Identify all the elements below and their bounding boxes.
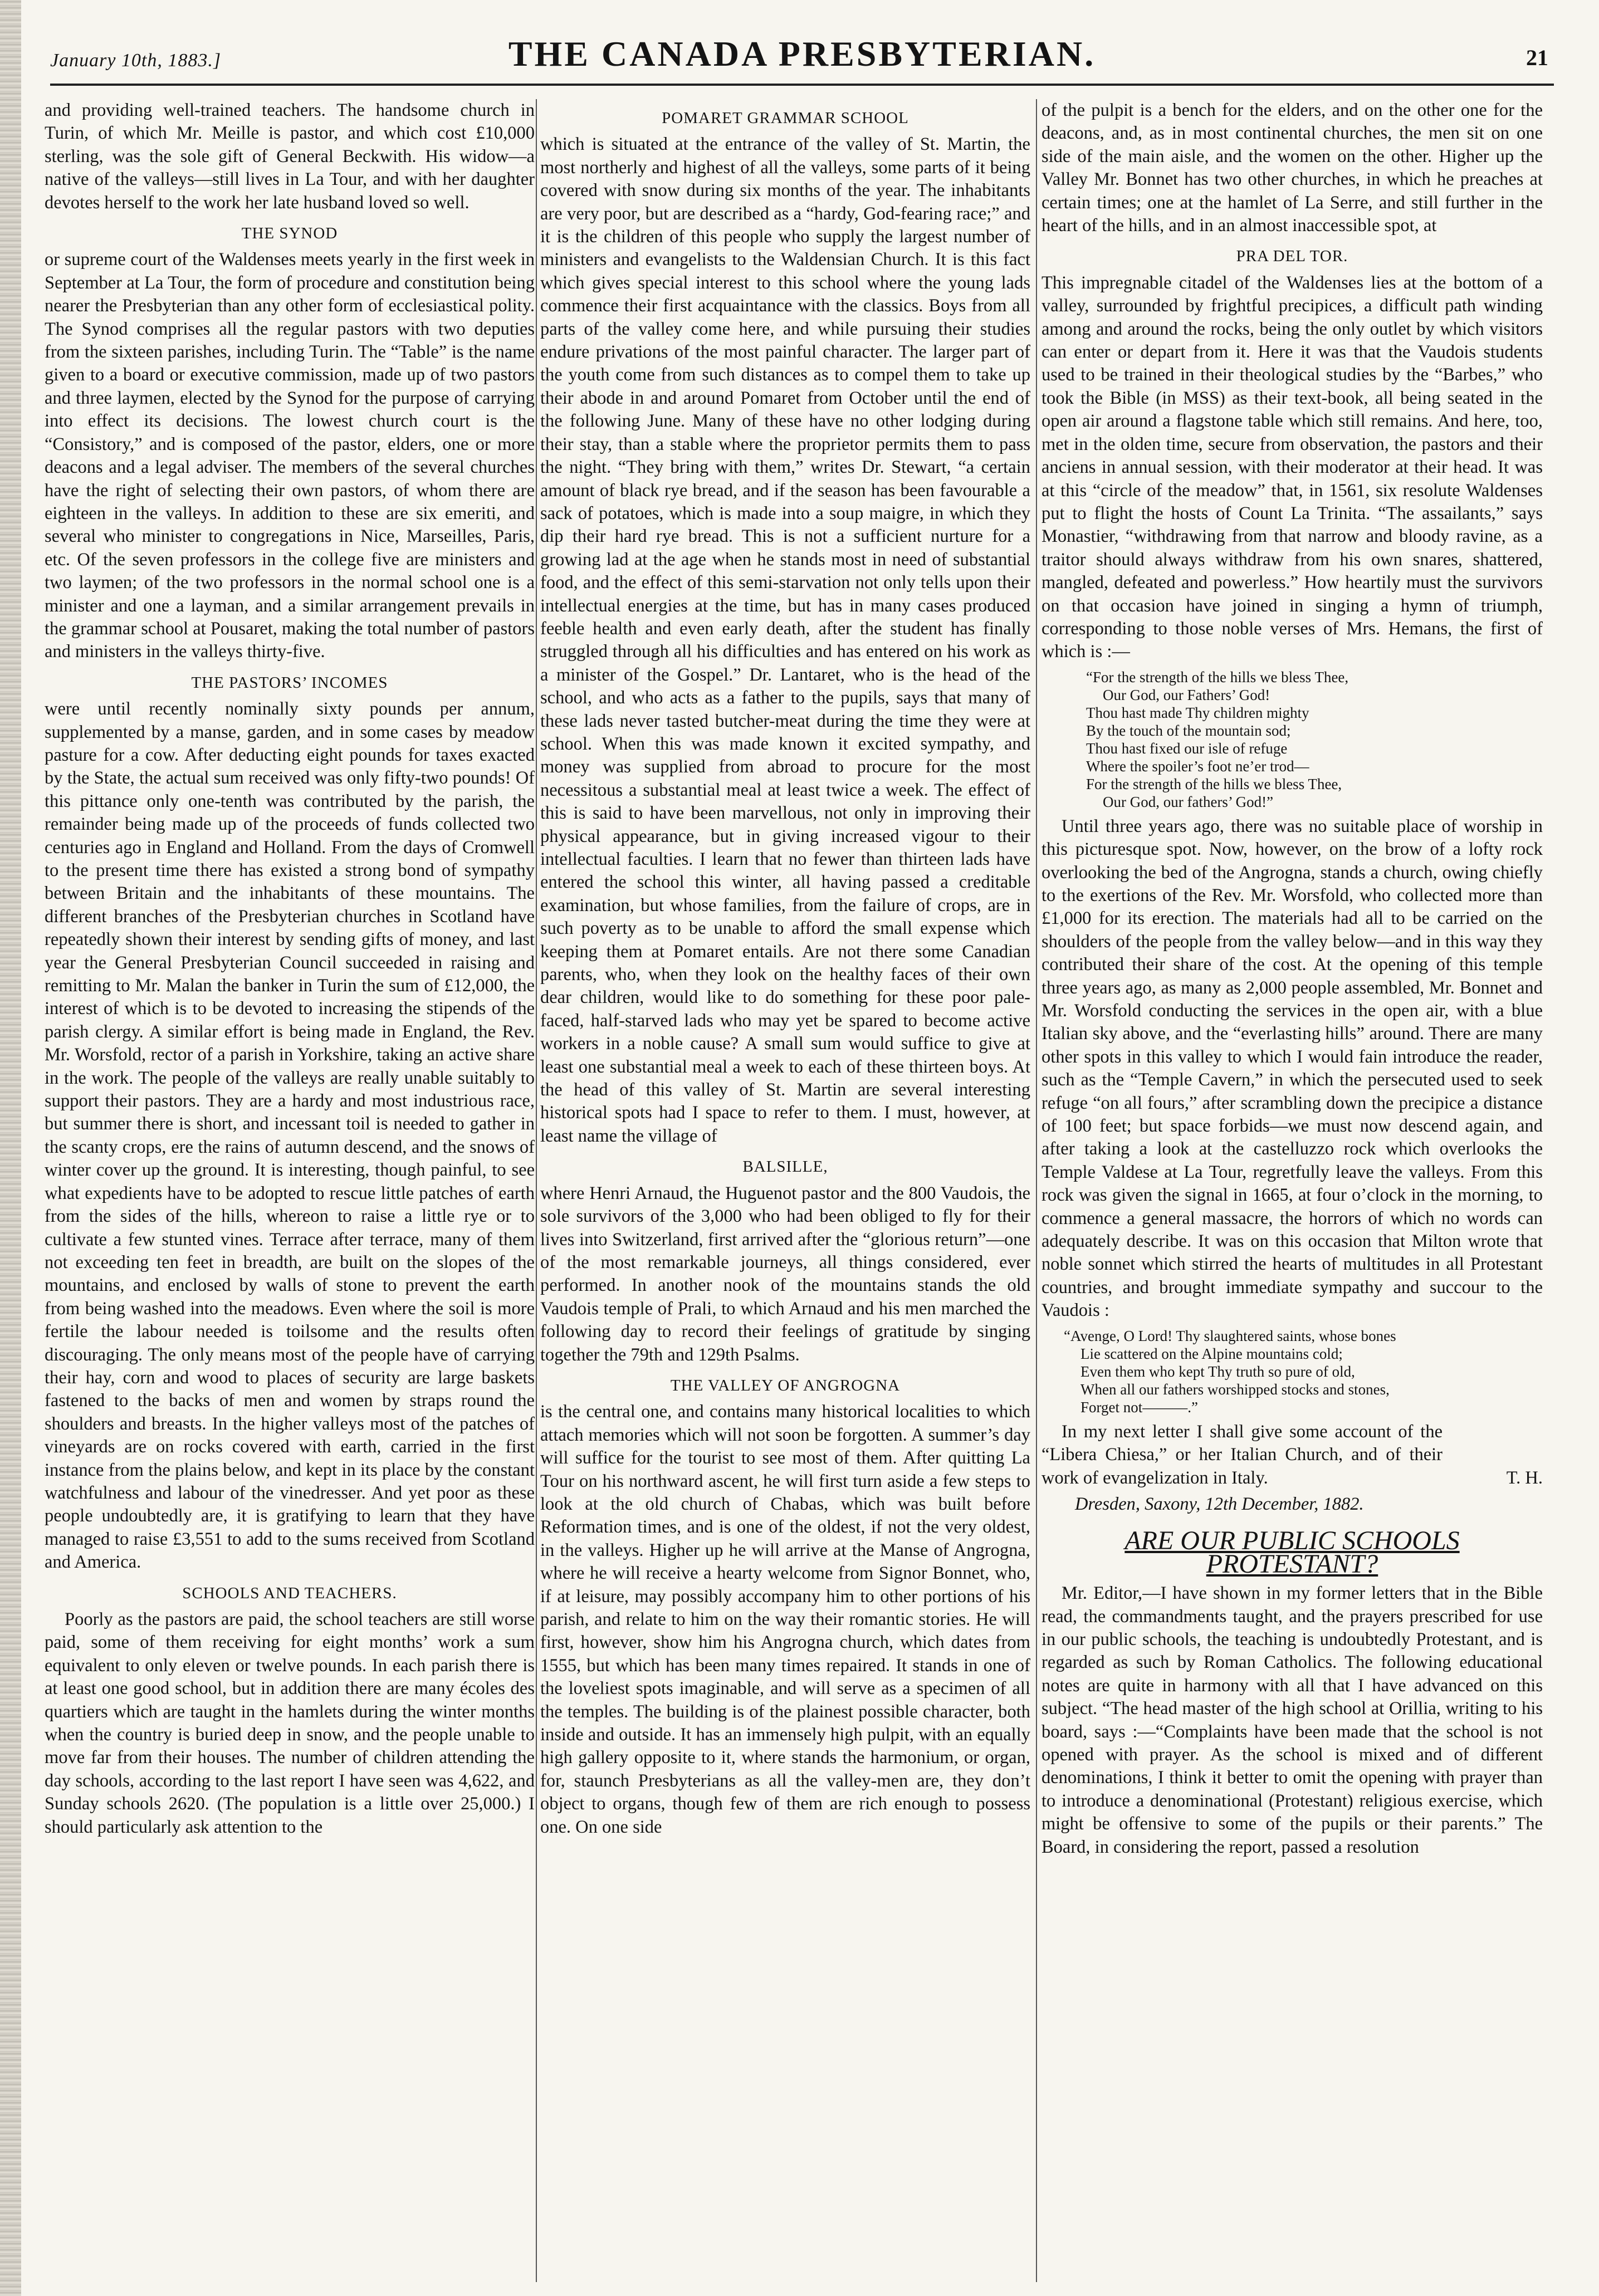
section-heading: THE PASTORS’ INCOMES: [191, 673, 388, 692]
paragraph: This impregnable citadel of the Waldenses lies at the bottom of a valley, surrounded by frightful precipices, a difficult path winding among and around the rocks, being the only outlet by which visitors can enter or depart from it. Here it was that the Vaudois students used to be trained in their theological studies by the “Barbes,” who took the Bible (in MSS) as their text-book, all being seated in the open air around a flagstone table which still remains. And here, too, met in the olden time, secure from observation, the pastors and their anciens in annual session, with their moderator at their head. It was at this “circle of the meadow” that, in 1561, six resolute Waldenses put to flight the hosts of Count La Trinita. “The assailants,” says Monastier, “withdrawing from that narrow and bloody ravine, as a traitor should always withdraw from his own snares, shattered, mangled, defeated and powerless.” How heartily must the survivors on that occasion have joined in singing a hymn of triumph, corresponding to those noble verses of Mrs. Hemans, the first of which is :—: [1041, 272, 1543, 662]
section-heading: BALSILLE,: [742, 1158, 828, 1176]
section-heading: THE VALLEY OF ANGROGNA: [670, 1376, 901, 1394]
binding-edge: [0, 0, 21, 2296]
poem-milton: [1064, 1327, 1543, 1416]
poem-line: “Avenge, O Lord! Thy slaughtered saints, whose bones: [1064, 1327, 1396, 1344]
paragraph: or supreme court of the Waldenses meets yearly in the first week in September at La Tour, the form of procedure and constitution being nearer the Presbyterian than any other form of ecclesiastical polity. The Synod comprises all the regular pastors with two deputies from the sixteen parishes, including Turin. The “Table” is the name given to a board or executive commission, made up of two pastors and three laymen, elected by the Synod for the purpose of carrying into effect its decisions. The lowest church court is the “Consistory,” and is composed of the pastor, elders, one or more deacons and a legal adviser. The members of the several churches have the right of selecting their own pastors, of whom there are eighteen in the valleys. In addition to these are six emeriti, and several who minister to congregations in Nice, Marseilles, Paris, etc. Of the seven professors in the college five are ministers and two laymen; of the two professors in the normal school one is a minister and one a layman, and a similar arrangement prevails in the grammar school at Pousaret, making the total number of pastors and ministers in the valleys thirty-five.: [45, 249, 535, 662]
header-rule: [50, 84, 1554, 86]
dateline: Dresden, Saxony, 12th December, 1882.: [1075, 1494, 1364, 1514]
column-divider: [536, 99, 537, 2282]
paragraph: were until recently nominally sixty pounds per annum, supplemented by a manse, garden, and in some cases by meadow pasture for a cow. After deducting eight pounds for taxes exacted by the State, the actual sum received was only fifty-two pounds! Of this pittance only one-tenth was contributed by the parish, the remainder being made up of the proceeds of funds collected two centuries ago in England and Holland. From the days of Cromwell to the present time there has existed a strong bond of sympathy between Britain and the inhabitants of these mountains. The different branches of the Presbyterian churches in Scotland have repeatedly shown their interest by sending gifts of money, and last year the General Presbyterian Council succeeded in raising and remitting to Mr. Malan the banker in Turin the sum of £12,000, the interest of which is to be devoted to increasing the stipends of the parish clergy. A similar effort is being made in England, the Rev. Mr. Worsfold, rector of a parish in Yorkshire, taking an active share in the work. The people of the valleys are really unable suitably to support their pastors. They are a hardy and most industrious race, but summer there is short, and incessant toil is needed to gather in the scanty crops, ere the rains of autumn descend, and the snows of winter cover up the ground. It is interesting, though painful, to see what expedients have to be adopted to rescue little patches of earth from the sides of the hills, whereon to raise a little rye or to cultivate a few stunted vines. Terrace after terrace, many of them not exceeding ten feet in breadth, are built on the slopes of the mountains, and enclosed by walls of stone to prevent the earth from being washed into the meadows. Even where the soil is more fertile the labour needed is toilsome and the results often discouraging. The only means most of the people have of carrying their hay, corn and wood to places of security are large baskets fastened to the backs of men and women by straps round the shoulders and breasts. In the higher valleys most of the patches of vineyards are on rocks covered with earth, carried in the first instance from the plains below, and kept in its place by the constant watchfulness and labour of the vinedresser. And yet poor as these people undoubtedly are, it is gratifying to learn that they have managed to raise £3,551 to add to the sums received from Scotland and America.: [45, 699, 535, 1573]
poem-line: Where the spoiler’s foot ne’er trod—: [1086, 757, 1309, 775]
poem-line: When all our fathers worshipped stocks and stones,: [1080, 1380, 1390, 1398]
signature: T. H.: [1506, 1467, 1543, 1488]
masthead: [50, 33, 1554, 78]
poem-line: Thou hast made Thy children mighty: [1086, 704, 1309, 721]
issue-date: January 10th, 1883.]: [50, 50, 222, 71]
letter-closing: [1041, 1421, 1543, 1490]
poem-line: Our God, our fathers’ God!”: [1103, 793, 1274, 810]
poem-hemans: [1086, 668, 1543, 811]
column-3: [1041, 99, 1543, 2282]
paragraph: and providing well-trained teachers. The handsome church in Turin, of which Mr. Meille is pastor, and which cost £10,000 sterling, was the sole gift of General Beckwith. His widow—a native of the valleys—still lives in La Tour, and with her daughter devotes herself to the work her late husband loved so well.: [45, 100, 535, 213]
paragraph: of the pulpit is a bench for the elders, and on the other one for the deacons, and, as in most continental churches, the men sit on one side of the main aisle, and the women on the other. Higher up the Valley Mr. Bonnet has two other churches, in which he preaches at certain times; one at the hamlet of La Serre, and still further in the heart of the hills, and in an almost inaccessible spot, at: [1041, 100, 1543, 236]
paragraph: Poorly as the pastors are paid, the school teachers are still worse paid, some of them receiving for eight months’ work a sum equivalent to only eleven or twelve pounds. In each parish there is at least one good school, but in addition there are many écoles des quartiers which are taught in the hamlets during the winter months when the country is buried deep in snow, and the people unable to move far from their houses. The number of children attending the day schools, according to the last report I have seen was 4,622, and Sunday schools 2620. (The population is a little over 25,000.) I should particularly ask attention to the: [45, 1609, 535, 1837]
paragraph: Until three years ago, there was no suitable place of worship in this picturesque spot. Now, however, on the brow of a lofty rock overlooking the bed of the Angrogna, stands a church, owing chiefly to the exertions of the Rev. Mr. Worsfold, who collected more than £1,000 for its erection. The materials had all to be carried on the shoulders of the people from the valley below—and in this way they contributed their share of the cost. At the opening of this temple three years ago, as many as 2,000 people assembled, Mr. Bonnet and Mr. Worsfold conducting the services in the open air, with a blue Italian sky above, and the “everlasting hills” around. There are many other spots in this valley to which I would fain introduce the reader, such as the “Temple Cavern,” in which the persecuted used to seek refuge “on all fours,” after scrambling down the precipice a distance of 100 feet; but space forbids—we must now descend again, and after taking a look at the castelluzzo rock which overlooks the Temple Valdese at La Tour, regretfully leave the valleys. From this rock was given the signal in 1665, at four o’clock in the morning, to commence a general massacre, the horrors of which no words can adequately describe. It was on this occasion that Milton wrote that noble sonnet which stirred the hearts of multitudes in all Protestant countries, and brought immediate sympathy and succour to the Vaudois :: [1041, 816, 1543, 1321]
paragraph: which is situated at the entrance of the valley of St. Martin, the most northerly and highest of all the valleys, some parts of it being covered with snow during six months of the year. The inhabitants are very poor, but are described as a “hardy, God-fearing race;” and it is the children of this people who supply the largest number of ministers and evangelists to the Waldensian Church. It is this fact which gives special interest to this school where the young lads commence their first acquaintance with the classics. Boys from all parts of the valley come here, and while pursuing their studies endure privations of the most painful character. The larger part of the youth come from such distances as to compel them to take up their abode in and around Pomaret from October until the end of the following June. Many of these have no other lodging during their stay, than a stable where the proprietor permits them to pass the night. “They bring with them,” writes Dr. Stewart, “a certain amount of black rye bread, and if the season has been favourable a sack of potatoes, which is made into a soup maigre, in which they dip their hard rye bread. This is not a sufficient nurture for a growing lad at the age when he stands most in need of substantial food, and the effect of this semi-starvation not only tells upon their intellectual energies at the time, but has in many cases produced feeble health and even early death, after the student has finally struggled through all his difficulties and has entered on his work as a minister of the Gospel.” Dr. Lantaret, who is the head of the school, and who acts as a father to the pupils, says that many of these lads never tasted butcher-meat during the time they were at school. When this was made known it excited sympathy, and money was supplied from abroad to procure for the most necessitous a substantial meal at least twice a week. The effect of this is said to have been marvellous, not only in improving their physical appearance, but in giving increased vigour to their intellectual faculties. I learn that no fewer than thirteen lads have entered the school this winter, all having passed a creditable examination, but whose families, from the failure of crops, are in such poverty as to be unable to afford the small expense which keeping them at Pomaret entails. Are not there some Canadian parents, who, when they look on the healthy faces of their own dear children, would like to do something for these poor pale-faced, half-starved lads who may yet be spared to become active workers in a noble cause? A small sum would suffice to give at least one substantial meal a week to each of these thirteen boys. At the head of this valley of St. Martin are several interesting historical spots had I space to refer to them. I must, however, at least name the village of: [540, 134, 1030, 1146]
section-heading: POMARET GRAMMAR SCHOOL: [662, 109, 909, 127]
page-number: 21: [1526, 45, 1548, 70]
article-headline: ARE OUR PUBLIC SCHOOLS PROTESTANT?: [1124, 1526, 1460, 1579]
section-heading: PRA DEL TOR.: [1236, 247, 1348, 266]
section-heading: SCHOOLS AND TEACHERS.: [182, 1584, 397, 1602]
poem-line: For the strength of the hills we bless Thee,: [1086, 775, 1342, 792]
newspaper-title: THE CANADA PRESBYTERIAN.: [508, 34, 1096, 74]
poem-line: By the touch of the mountain sod;: [1086, 722, 1291, 739]
poem-line: “For the strength of the hills we bless Thee,: [1086, 668, 1349, 686]
poem-line: Forget not———.”: [1080, 1398, 1198, 1416]
poem-line: Lie scattered on the Alpine mountains cold;: [1080, 1345, 1343, 1362]
closing-text: In my next letter I shall give some account of the “Libera Chiesa,” or her Italian Church, and of their work of evangelization in Italy.: [1041, 1421, 1442, 1488]
section-heading: THE SYNOD: [241, 224, 338, 243]
paragraph: is the central one, and contains many historical localities to which attach memories which will not soon be forgotten. A summer’s day will suffice for the tourist to see most of them. After quitting La Tour on his northward ascent, he will first turn aside a few steps to look at the old church of Chabas, which was built before Reformation times, and is one of the oldest, if not the very oldest, in the valleys. Higher up he will arrive at the Manse of Angrogna, where he will receive a hearty welcome from Signor Bonnet, who, if at leisure, may possibly accompany him to other portions of his parish, and relate to him on the way their romantic stories. He will first, however, show him his Angrogna church, which dates from 1555, but which has been many times repaired. It stands in one of the loveliest spots imaginable, and will serve as a specimen of all the temples. The building is of the plainest possible character, both inside and outside. It has an immensely high pulpit, with an equally high gallery opposite to it, where stands the harmonium, or organ, for, staunch Presbyterians as all the valley-men are, they don’t object to organs, though few of them are rich enough to possess one. On one side: [540, 1402, 1030, 1837]
column-2: [540, 99, 1030, 2282]
poem-line: Even them who kept Thy truth so pure of old,: [1080, 1363, 1355, 1380]
paragraph: where Henri Arnaud, the Huguenot pastor and the 800 Vaudois, the sole survivors of the 3,000 who had been obliged to fly for their lives into Switzerland, first arrived after the “glorious return”—one of the most remarkable journeys, all things considered, ever performed. In another nook of the mountains stands the old Vaudois temple of Prali, to which Arnaud and his men marched the following day to record their feelings of gratitude by singing together the 79th and 129th Psalms.: [540, 1183, 1030, 1365]
poem-line: Our God, our Fathers’ God!: [1103, 686, 1270, 703]
paragraph: Mr. Editor,—I have shown in my former letters that in the Bible read, the commandments taught, and the prayers prescribed for use in our public schools, the teaching is undoubtedly Protestant, and is regarded as such by Roman Catholics. The following educational notes are quite in harmony with all that I have advanced on this subject. “The head master of the high school at Orillia, writing to his board, says :—“Complaints have been made that the school is not opened with prayer. As the school is mixed and of different denominations, I think it better to omit the opening with prayer than to introduce a denominational (Protestant) religious exercise, which might be offensive to some of the pupils or their parents.” The Board, in considering the report, passed a resolution: [1041, 1583, 1543, 1857]
poem-line: Thou hast fixed our isle of refuge: [1086, 740, 1288, 757]
column-1: [45, 99, 535, 2282]
column-divider: [1036, 99, 1037, 2282]
